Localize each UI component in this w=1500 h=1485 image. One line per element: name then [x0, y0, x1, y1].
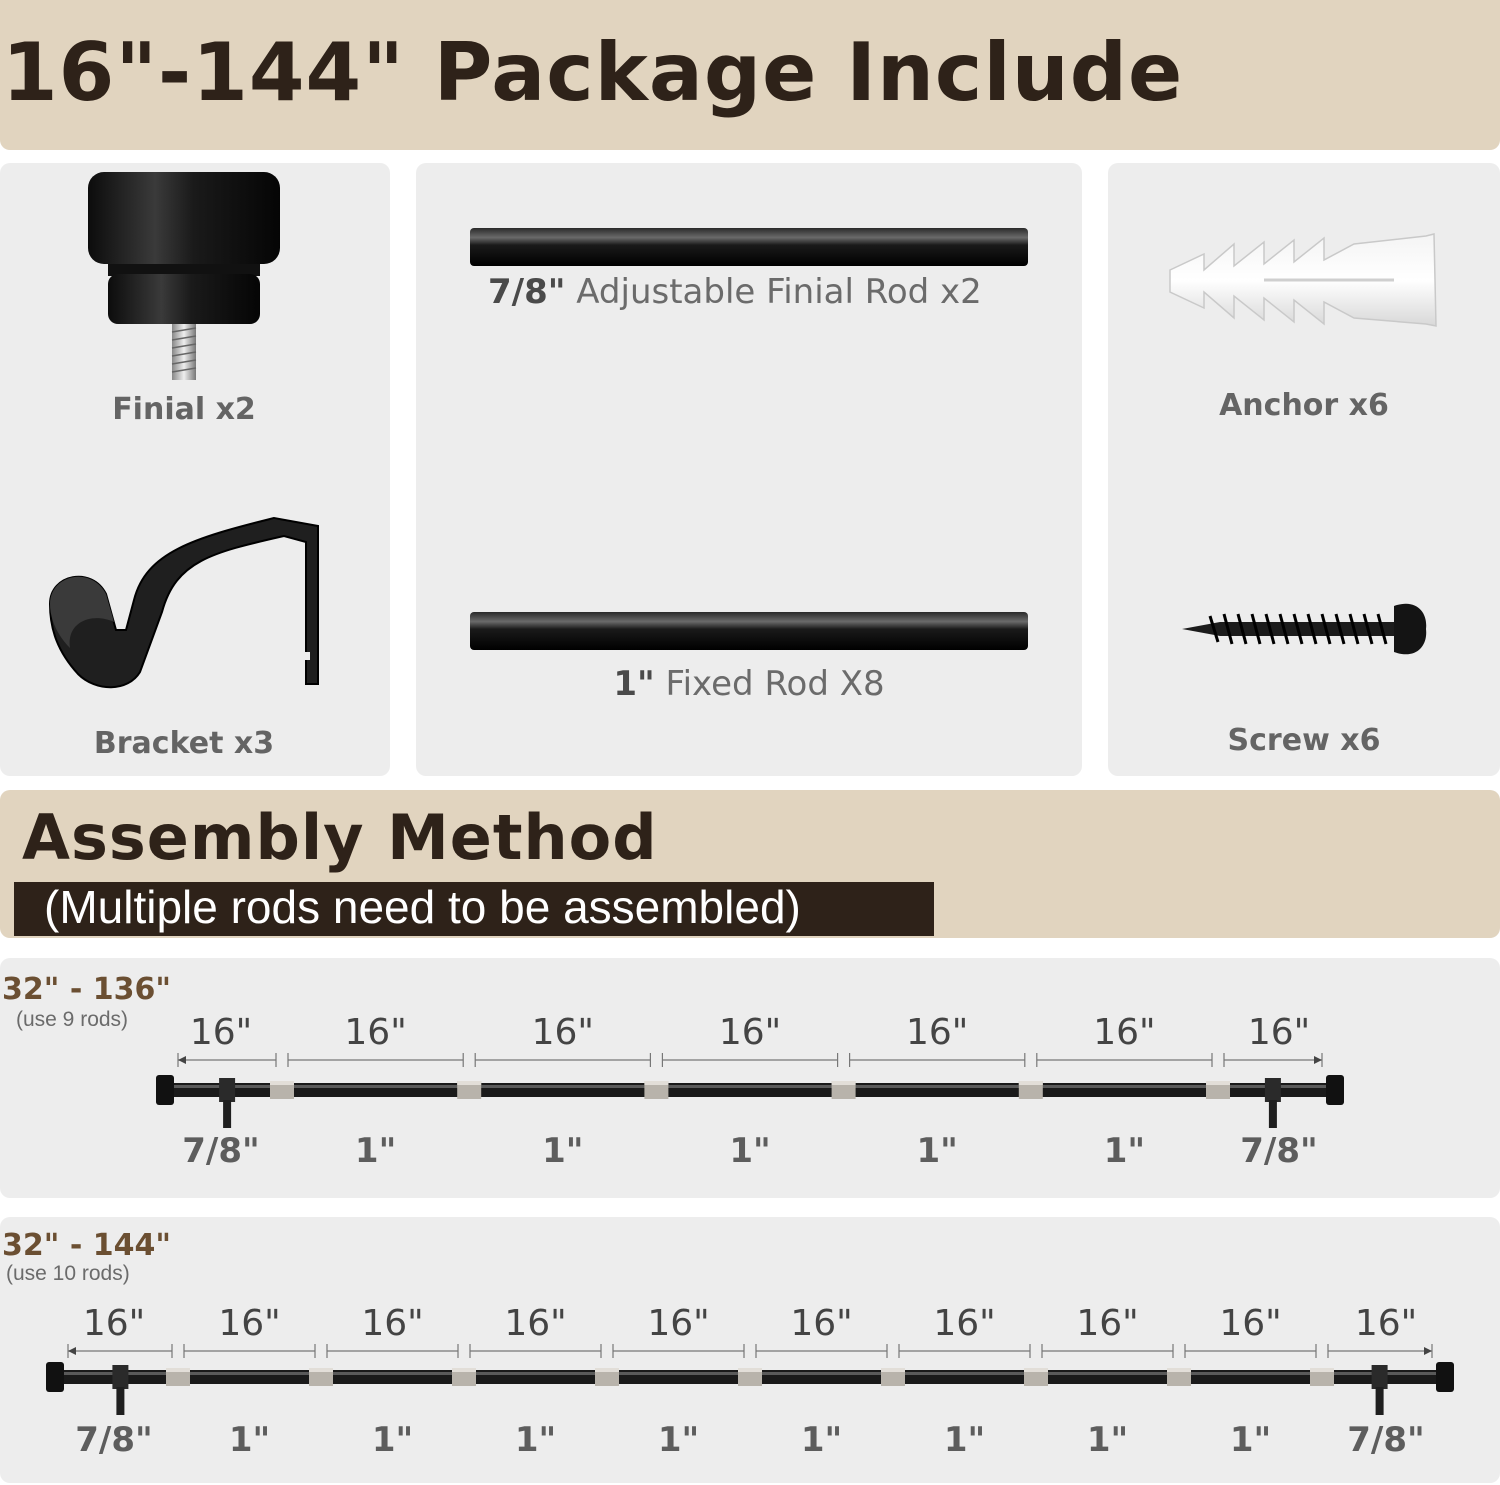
screw-icon [1180, 598, 1430, 660]
config-1-segment-diameter: 1" [354, 1131, 397, 1171]
bracket-label: Bracket x3 [93, 726, 275, 761]
config-1-left-finial-icon [156, 1075, 174, 1105]
config-2-segment-length: 16" [504, 1303, 567, 1344]
config-2-note: (use 10 rods) [6, 1262, 130, 1285]
adjustable-rod-label [488, 272, 982, 312]
config-1-right-finial-icon [1326, 1075, 1344, 1105]
fixed-rod-icon [470, 610, 1030, 652]
config-1-segment-length: 16" [1093, 1012, 1156, 1053]
config-1-segment-diameter: 1" [542, 1131, 584, 1171]
config-2-left-bracket-icon [112, 1365, 128, 1389]
fixed-rod-size: 1" [613, 664, 655, 704]
config-2-segment-diameter: 1" [228, 1420, 271, 1460]
config-1-segment-length: 16" [718, 1012, 782, 1053]
arrow-icon [68, 1347, 76, 1355]
config-2-right-bracket-icon [1372, 1365, 1388, 1389]
config-2-segment-length: 16" [218, 1303, 281, 1344]
config-1-diagram [0, 958, 1500, 1198]
page-title: 16"-144" Package Include [2, 26, 1184, 119]
screw-label: Screw x6 [1227, 723, 1381, 758]
config-1-segment-length: 16" [531, 1012, 594, 1053]
config-2-segment-length: 16" [82, 1303, 146, 1344]
assembly-subtitle: (Multiple rods need to be assembled) [44, 881, 801, 933]
config-1-segment-diameter: 1" [729, 1131, 771, 1171]
config-2-diagram [0, 1217, 1500, 1483]
adjustable-rod-size: 7/8" [488, 272, 566, 312]
arrow-icon [178, 1056, 186, 1064]
config-2-segment-diameter: 1" [943, 1420, 986, 1460]
config-1-note: (use 9 rods) [16, 1008, 129, 1031]
config-1-segment-diameter: 7/8" [1240, 1131, 1318, 1171]
finial-label: Finial x2 [112, 392, 256, 427]
config-2-segment-diameter: 1" [1229, 1420, 1272, 1460]
config-2-segment-length: 16" [1076, 1303, 1139, 1344]
config-1-segment-length: 16" [189, 1012, 253, 1053]
config-1-segment-length: 16" [344, 1012, 407, 1053]
config-2-left-finial-icon [46, 1362, 64, 1392]
config-2-range: 32" - 144" [2, 1228, 171, 1263]
config-2-right-finial-icon [1436, 1362, 1454, 1392]
config-1-segment-length: 16" [906, 1012, 969, 1053]
config-2-segment-length: 16" [1354, 1303, 1418, 1344]
config-2-segment-length: 16" [647, 1303, 710, 1344]
config-2-segment-diameter: 1" [657, 1420, 700, 1460]
config-2-segment-diameter: 7/8" [1347, 1420, 1425, 1460]
adjustable-rod-icon [470, 226, 1030, 268]
fixed-rod-label [416, 664, 1082, 704]
config-1-segment-length: 16" [1247, 1012, 1311, 1053]
assembly-title: Assembly Method [22, 801, 658, 874]
config-1-segment-diameter: 1" [1103, 1131, 1146, 1171]
config-1-segment-diameter: 1" [916, 1131, 958, 1171]
arrow-icon [1424, 1347, 1432, 1355]
bracket-icon [44, 512, 329, 697]
fixed-rod-text: Fixed Rod X8 [665, 664, 885, 704]
config-1-range: 32" - 136" [2, 972, 171, 1007]
config-2-segment-diameter: 1" [1086, 1420, 1129, 1460]
anchor-icon [1164, 230, 1442, 330]
config-1-right-bracket-icon [1265, 1078, 1281, 1102]
arrow-icon [1314, 1056, 1322, 1064]
config-2-segment-diameter: 7/8" [75, 1420, 153, 1460]
config-2-segment-length: 16" [933, 1303, 996, 1344]
config-2-segment-length: 16" [1219, 1303, 1282, 1344]
config-2-segment-length: 16" [361, 1303, 424, 1344]
config-2-segment-diameter: 1" [514, 1420, 557, 1460]
config-2-segment-diameter: 1" [371, 1420, 414, 1460]
finial-icon [80, 168, 290, 388]
config-2-segment-length: 16" [790, 1303, 853, 1344]
anchor-label: Anchor x6 [1219, 388, 1389, 423]
config-1-segment-diameter: 7/8" [182, 1131, 260, 1171]
config-2-segment-diameter: 1" [800, 1420, 843, 1460]
config-1-left-bracket-icon [219, 1078, 235, 1102]
adjustable-rod-text: Adjustable Finial Rod x2 [576, 272, 982, 312]
